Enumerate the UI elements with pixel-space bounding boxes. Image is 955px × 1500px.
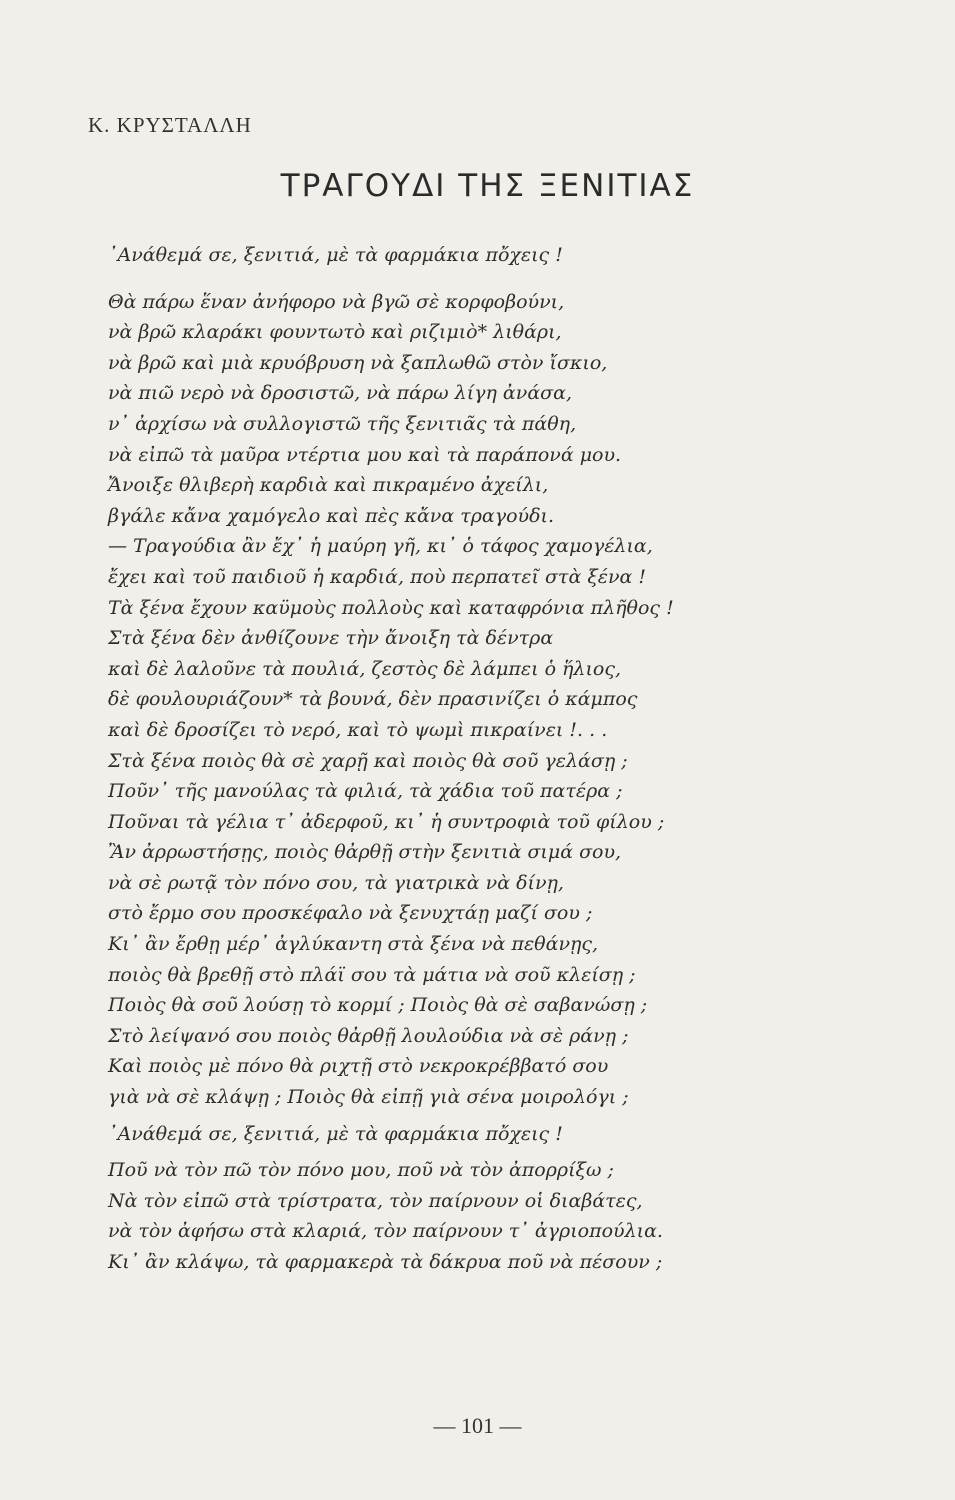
poem-line: Ποιὸς θὰ σοῦ λούσῃ τὸ κορμί ; Ποιὸς θὰ σὲ σαβανώσῃ ; [108, 994, 648, 1017]
poem-line: νὰ εἰπῶ τὰ μαῦρα ντέρτια μου καὶ τὰ παράπονά μου. [108, 443, 622, 466]
poem-line: νὰ πιῶ νερὸ νὰ δροσιστῶ, νὰ πάρω λίγη ἀνάσα, [108, 382, 572, 405]
poem-line: Ἄνοιξε θλιβερὴ καρδιὰ καὶ πικραμένο ἀχείλι, [108, 474, 549, 497]
poem-line: Κι᾿ ἂν κλάψω, τὰ φαρμακερὰ τὰ δάκρυα ποῦ νὰ πέσουν ; [108, 1251, 663, 1273]
stanza-1 [108, 287, 928, 1113]
page-number: — 101 — [433, 1413, 522, 1438]
opening-line: ᾿Ανάθεμά σε, ξενιτιά, μὲ τὰ φαρμάκια πὄχεις ! [108, 244, 563, 266]
poem-line: στὸ ἔρμο σου προσκέφαλο νὰ ξενυχτάῃ μαζί σου ; [108, 902, 593, 925]
poem-line: Ποῦναι τὰ γέλια τ᾿ ἀδερφοῦ, κι᾿ ἡ συντροφιὰ τοῦ φίλου ; [108, 810, 665, 833]
refrain-line: ᾿Ανάθεμά σε, ξενιτιά, μὲ τὰ φαρμάκια πὄχεις ! [108, 1122, 563, 1145]
poem-line: Ποῦ νὰ τὸν πῶ τὸν πόνο μου, ποῦ νὰ τὸν ἀπορρίξω ; [108, 1159, 614, 1182]
poem-line: νὰ τὸν ἀφήσω στὰ κλαριά, τὸν παίρνουν τ᾿ ἀγριοπούλια. [108, 1220, 663, 1243]
poem-line: Κι᾿ ἂν ἔρθῃ μέρ᾿ ἀγλύκαντη στὰ ξένα νὰ πεθάνῃς, [108, 933, 599, 956]
poem-line: — Τραγούδια ἂν ἔχ᾿ ἡ μαύρη γῆ, κι᾿ ὁ τάφος χαμογέλια, [108, 535, 653, 558]
poem-line: Στὸ λείψανό σου ποιὸς θἀρθῇ λουλούδια νὰ σὲ ράνῃ ; [108, 1024, 629, 1047]
poem-line: καὶ δὲ λαλοῦνε τὰ πουλιά, ζεστὸς δὲ λάμπει ὁ ἥλιος, [108, 657, 622, 680]
poem-title: ΤΡΑΓΟΥΔΙ ΤΗΣ ΞΕΝΙΤΙΑΣ [280, 168, 695, 204]
poem-line: νὰ βρῶ κλαράκι φουντωτὸ καὶ ριζιμιὸ* λιθάρι, [108, 321, 562, 344]
poem-line: Στὰ ξένα ποιὸς θὰ σὲ χαρῇ καὶ ποιὸς θὰ σοῦ γελάσῃ ; [108, 749, 628, 772]
poem-line: Στὰ ξένα δὲν ἀνθίζουνε τὴν ἄνοιξη τὰ δέντρα [108, 627, 554, 650]
poem-line: Θὰ πάρω ἕναν ἀνήφορο νὰ βγῶ σὲ κορφοβούνι, [108, 290, 565, 313]
poem-line: γιὰ νὰ σὲ κλάψῃ ; Ποιὸς θὰ εἰπῇ γιὰ σένα μοιρολόγι ; [108, 1086, 629, 1109]
poem-line: ἔχει καὶ τοῦ παιδιοῦ ἡ καρδιά, ποὺ περπατεῖ στὰ ξένα ! [108, 565, 647, 588]
poem-line: νὰ βρῶ καὶ μιὰ κρυόβρυση νὰ ξαπλωθῶ στὸν ἴσκιο, [108, 351, 608, 374]
poem-line: βγάλε κἄνα χαμόγελο καὶ πὲς κἄνα τραγούδι. [108, 504, 554, 527]
poem-body [108, 240, 928, 1278]
poem-line: ν᾿ ἀρχίσω νὰ συλλογιστῶ τῆς ξενιτιᾶς τὰ πάθη, [108, 412, 577, 435]
poem-line: Καὶ ποιὸς μὲ πόνο θὰ ριχτῇ στὸ νεκροκρέββατό σου [108, 1055, 609, 1078]
poem-line: ποιὸς θὰ βρεθῇ στὸ πλάϊ σου τὰ μάτια νὰ σοῦ κλείσῃ ; [108, 963, 636, 986]
poem-line: δὲ φουλουριάζουν* τὰ βουνά, δὲν πρασινίζει ὁ κάμπος [108, 688, 638, 711]
poem-line: Ἂν ἀρρωστήσῃς, ποιὸς θἀρθῇ στὴν ξενιτιὰ σιμά σου, [108, 841, 622, 864]
poem-line: καὶ δὲ δροσίζει τὸ νερό, καὶ τὸ ψωμὶ πικραίνει !. . . [108, 718, 608, 741]
poem-line: Τὰ ξένα ἔχουν καϋμοὺς πολλοὺς καὶ καταφρόνια πλῆθος ! [108, 596, 674, 619]
stanza-2 [108, 1155, 928, 1277]
poem-line: νὰ σὲ ρωτᾷ τὸν πόνο σου, τὰ γιατρικὰ νὰ δίνῃ, [108, 871, 564, 894]
author-header: Κ. ΚΡΥΣΤΑΛΛΗ [88, 113, 252, 137]
poem-line: Νὰ τὸν εἰπῶ στὰ τρίστρατα, τὸν παίρνουν οἱ διαβάτες, [108, 1189, 643, 1212]
poem-line: Ποῦν᾿ τῆς μανούλας τὰ φιλιά, τὰ χάδια τοῦ πατέρα ; [108, 780, 623, 803]
